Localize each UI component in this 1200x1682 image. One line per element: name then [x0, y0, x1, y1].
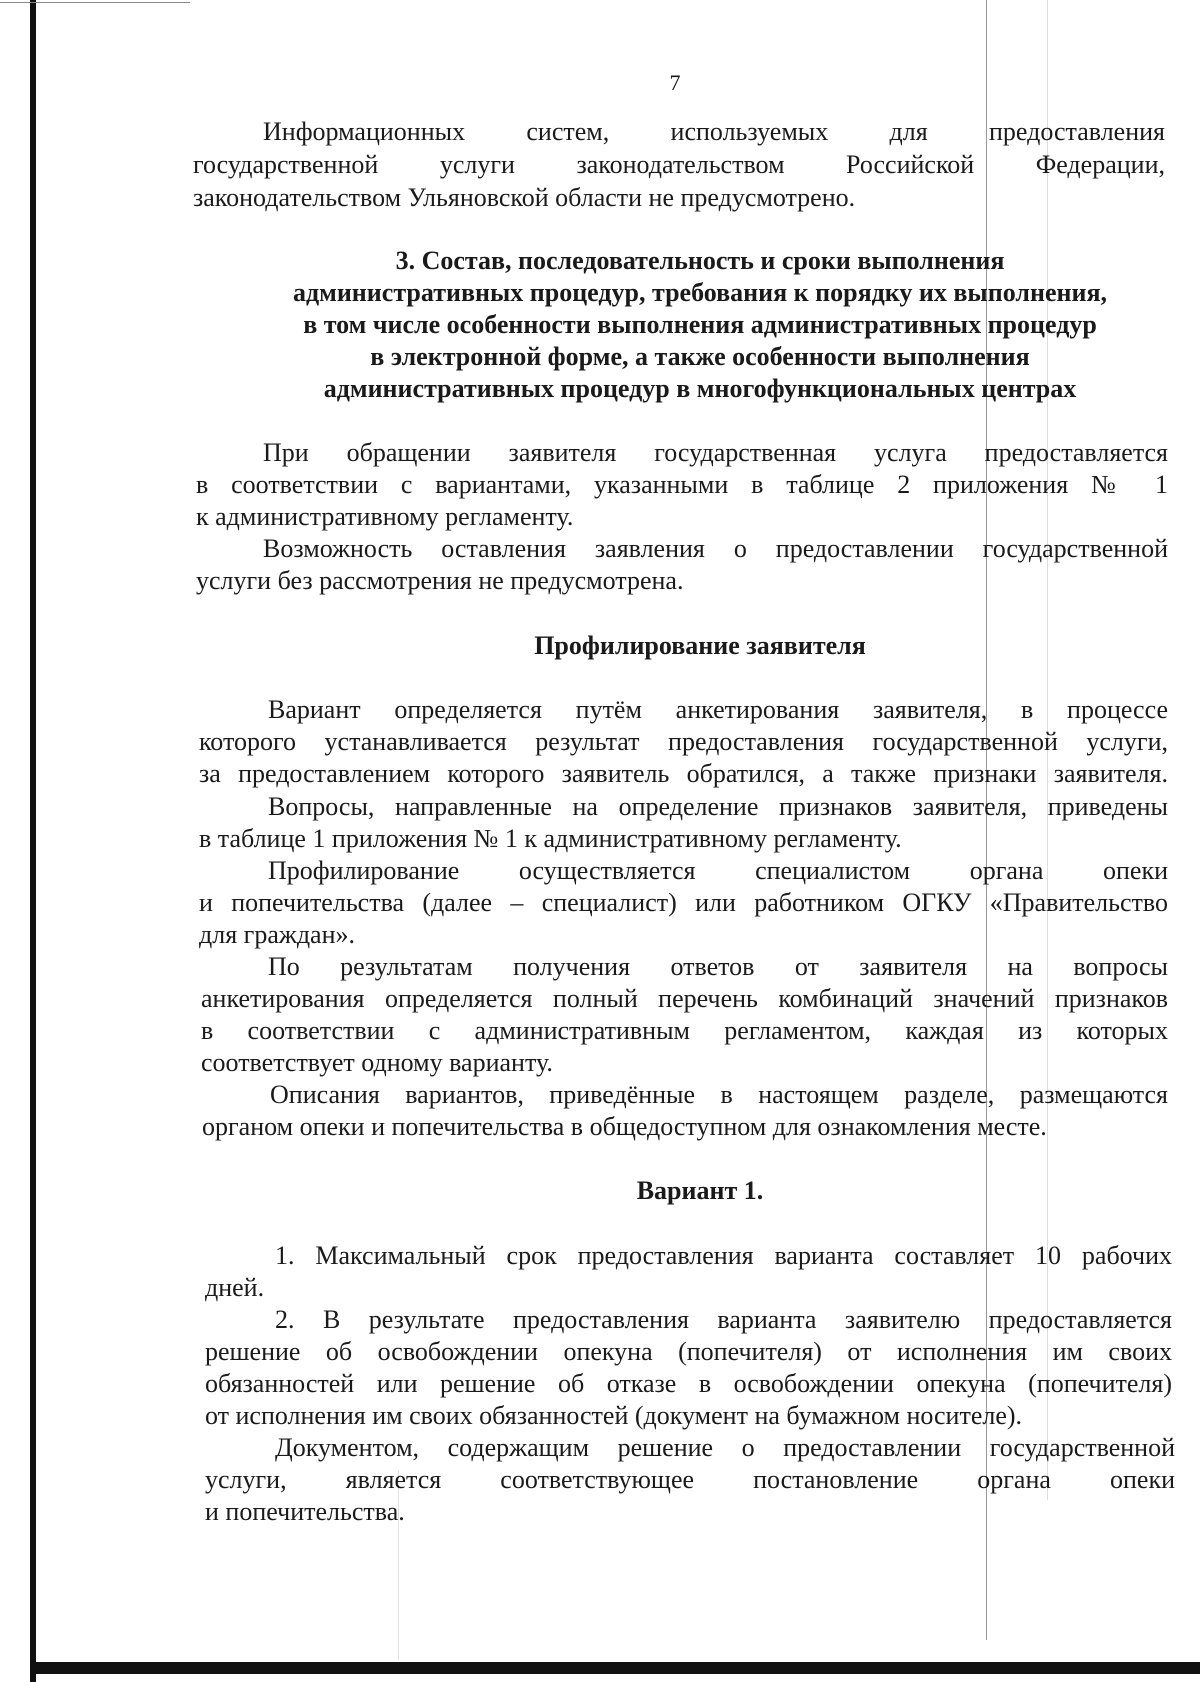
text-line: соответствует одному варианту. — [201, 1048, 553, 1077]
text-line: от исполнения им своих обязанностей (документ на бумажном носителе). — [205, 1401, 1023, 1430]
scan-bottom-edge — [30, 1662, 1200, 1674]
section-heading-line: административных процедур, требования к порядку их выполнения, — [292, 278, 1108, 307]
text-line: услуги, является соответствующее постановление органа опеки — [205, 1465, 1175, 1494]
variant-heading: Вариант 1. — [636, 1176, 764, 1205]
text-line: услуги без рассмотрения не предусмотрена. — [196, 566, 684, 595]
text-line: государственной услуги законодательством Российской Федерации, — [193, 150, 1165, 179]
text-line: для граждан». — [199, 920, 356, 949]
section-heading-line: в электронной форме, а также особенности выполнения — [370, 342, 1030, 371]
text-line: дней. — [205, 1273, 265, 1302]
text-line: за предоставлением которого заявитель обратился, а также признаки заявителя. — [199, 759, 1168, 788]
scan-left-edge — [30, 0, 36, 1682]
page-number: 7 — [669, 70, 681, 95]
subsection-heading: Профилирование заявителя — [534, 631, 866, 660]
text-line: Возможность оставления заявления о предоставлении государственной — [263, 534, 1168, 563]
text-line: Информационных систем, используемых для предоставления — [263, 117, 1165, 146]
text-line: в соответствии с вариантами, указанными в таблице 2 приложения № 1 — [196, 470, 1168, 499]
text-line: Вариант определяется путём анкетирования заявителя, в процессе — [268, 695, 1168, 724]
scan-top-line — [0, 2, 190, 3]
text-line: 1. Максимальный срок предоставления варианта составляет 10 рабочих — [275, 1241, 1172, 1270]
text-line: Профилирование осуществляется специалистом органа опеки — [268, 856, 1168, 885]
text-line: обязанностей или решение об отказе в освобождении опекуна (попечителя) — [205, 1369, 1172, 1398]
text-line: и попечительства. — [205, 1497, 405, 1526]
text-line: и попечительства (далее – специалист) или работником ОГКУ «Правительство — [199, 888, 1168, 917]
text-line: к административному регламенту. — [196, 502, 574, 531]
text-line: Вопросы, направленные на определение признаков заявителя, приведены — [268, 792, 1168, 821]
text-line: При обращении заявителя государственная услуга предоставляется — [263, 438, 1168, 467]
section-heading-line: 3. Состав, последовательность и сроки выполнения — [395, 246, 1005, 275]
text-line: которого устанавливается результат предоставления государственной услуги, — [199, 727, 1168, 756]
text-line: 2. В результате предоставления варианта заявителю предоставляется — [275, 1305, 1172, 1334]
text-line: Описания вариантов, приведённые в настоящем разделе, размещаются — [270, 1080, 1168, 1109]
text-line: Документом, содержащим решение о предоставлении государственной — [275, 1433, 1175, 1462]
text-line: анкетирования определяется полный перечень комбинаций значений признаков — [201, 984, 1168, 1013]
text-line: решение об освобождении опекуна (попечителя) от исполнения им своих — [205, 1337, 1172, 1366]
text-line: органом опеки и попечительства в общедоступном для ознакомления месте. — [202, 1112, 1047, 1141]
text-line: законодательством Ульяновской области не предусмотрено. — [193, 183, 856, 212]
section-heading-line: административных процедур в многофункциональных центрах — [323, 374, 1077, 403]
text-line: в таблице 1 приложения № 1 к административному регламенту. — [199, 824, 902, 853]
text-line: в соответствии с административным регламентом, каждая из которых — [201, 1016, 1168, 1045]
text-line: По результатам получения ответов от заявителя на вопросы — [268, 952, 1168, 981]
section-heading-line: в том числе особенности выполнения административных процедур — [303, 310, 1097, 339]
